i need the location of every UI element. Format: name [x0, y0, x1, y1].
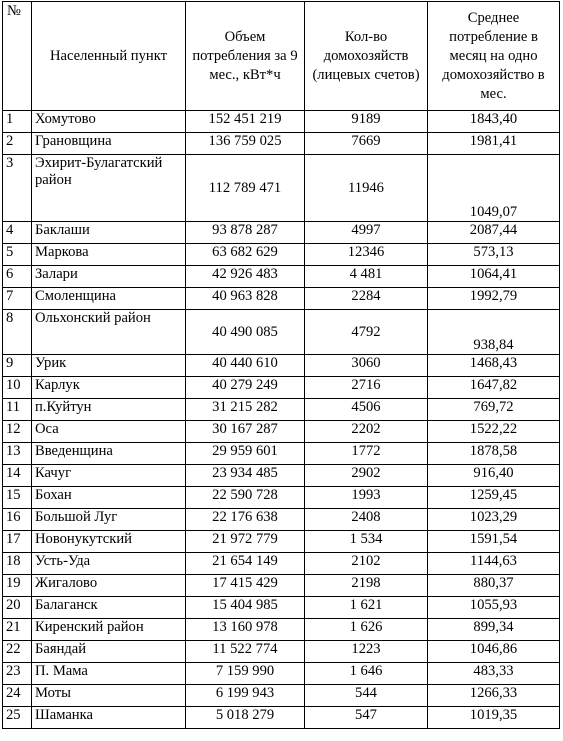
cell-num: 17: [3, 531, 32, 553]
cell-volume: 15 404 985: [186, 597, 305, 619]
cell-average: 1023,29: [428, 509, 560, 531]
cell-average: 2087,44: [428, 222, 560, 244]
cell-average: 769,72: [428, 399, 560, 421]
cell-settlement: Карлук: [32, 377, 186, 399]
table-row: [3, 509, 560, 531]
cell-households: 4506: [305, 399, 428, 421]
table-body: [3, 111, 560, 729]
cell-settlement: Ольхонский район: [32, 310, 186, 355]
cell-settlement: Смоленщина: [32, 288, 186, 310]
cell-average: 1055,93: [428, 597, 560, 619]
cell-volume: 23 934 485: [186, 465, 305, 487]
cell-households: 2198: [305, 575, 428, 597]
cell-settlement: Большой Луг: [32, 509, 186, 531]
cell-households: 1993: [305, 487, 428, 509]
cell-settlement: Новонукутский: [32, 531, 186, 553]
cell-households: 2902: [305, 465, 428, 487]
cell-settlement: Введенщина: [32, 443, 186, 465]
cell-households: 1223: [305, 641, 428, 663]
cell-households: 7669: [305, 133, 428, 155]
cell-num: 16: [3, 509, 32, 531]
cell-settlement: Хомутово: [32, 111, 186, 133]
table-row: [3, 377, 560, 399]
cell-households: 547: [305, 707, 428, 729]
cell-num: 12: [3, 421, 32, 443]
cell-average: 1981,41: [428, 133, 560, 155]
cell-num: 19: [3, 575, 32, 597]
cell-average: 1878,58: [428, 443, 560, 465]
cell-settlement: Киренский район: [32, 619, 186, 641]
cell-average: 573,13: [428, 244, 560, 266]
cell-volume: 136 759 025: [186, 133, 305, 155]
cell-households: 4 481: [305, 266, 428, 288]
cell-volume: 5 018 279: [186, 707, 305, 729]
cell-volume: 63 682 629: [186, 244, 305, 266]
cell-average: 483,33: [428, 663, 560, 685]
cell-num: 8: [3, 310, 32, 355]
cell-settlement: Маркова: [32, 244, 186, 266]
cell-num: 2: [3, 133, 32, 155]
cell-households: 11946: [305, 155, 428, 222]
table-row: [3, 310, 560, 355]
cell-average: 1468,43: [428, 355, 560, 377]
cell-num: 13: [3, 443, 32, 465]
cell-households: 1 621: [305, 597, 428, 619]
cell-volume: 42 926 483: [186, 266, 305, 288]
cell-average: 1046,86: [428, 641, 560, 663]
table-row: [3, 685, 560, 707]
cell-households: 4792: [305, 310, 428, 355]
table-row: [3, 487, 560, 509]
table-row: [3, 421, 560, 443]
table-row: [3, 663, 560, 685]
cell-volume: 7 159 990: [186, 663, 305, 685]
table-row: [3, 575, 560, 597]
cell-num: 11: [3, 399, 32, 421]
cell-num: 21: [3, 619, 32, 641]
cell-households: 12346: [305, 244, 428, 266]
cell-num: 22: [3, 641, 32, 663]
cell-volume: 13 160 978: [186, 619, 305, 641]
cell-households: 1 646: [305, 663, 428, 685]
cell-num: 15: [3, 487, 32, 509]
table-row: [3, 399, 560, 421]
cell-num: 6: [3, 266, 32, 288]
table-row: [3, 641, 560, 663]
header-settlement: Населенный пункт: [32, 2, 186, 111]
cell-volume: 22 176 638: [186, 509, 305, 531]
cell-volume: 30 167 287: [186, 421, 305, 443]
cell-average: 1522,22: [428, 421, 560, 443]
cell-average: 899,34: [428, 619, 560, 641]
cell-volume: 6 199 943: [186, 685, 305, 707]
table-row: [3, 355, 560, 377]
cell-settlement: Грановщина: [32, 133, 186, 155]
header-num: №: [3, 2, 32, 111]
cell-average: 1591,54: [428, 531, 560, 553]
cell-settlement: Бохан: [32, 487, 186, 509]
cell-num: 9: [3, 355, 32, 377]
cell-average: 1019,35: [428, 707, 560, 729]
cell-volume: 112 789 471: [186, 155, 305, 222]
table-row: [3, 111, 560, 133]
cell-average: 1266,33: [428, 685, 560, 707]
cell-households: 4997: [305, 222, 428, 244]
cell-volume: 17 415 429: [186, 575, 305, 597]
table-row: [3, 619, 560, 641]
cell-volume: 152 451 219: [186, 111, 305, 133]
cell-volume: 40 963 828: [186, 288, 305, 310]
cell-average: 916,40: [428, 465, 560, 487]
cell-num: 23: [3, 663, 32, 685]
cell-settlement: Жигалово: [32, 575, 186, 597]
cell-num: 20: [3, 597, 32, 619]
cell-households: 2202: [305, 421, 428, 443]
cell-volume: 21 972 779: [186, 531, 305, 553]
cell-num: 5: [3, 244, 32, 266]
table-header: [3, 2, 560, 111]
cell-settlement: Моты: [32, 685, 186, 707]
cell-settlement: Залари: [32, 266, 186, 288]
cell-settlement: Балаганск: [32, 597, 186, 619]
table-row: [3, 443, 560, 465]
table-row: [3, 553, 560, 575]
table-row: [3, 266, 560, 288]
table-row: [3, 222, 560, 244]
cell-settlement: Урик: [32, 355, 186, 377]
cell-volume: 40 490 085: [186, 310, 305, 355]
cell-num: 18: [3, 553, 32, 575]
cell-households: 1772: [305, 443, 428, 465]
cell-households: 2408: [305, 509, 428, 531]
cell-volume: 31 215 282: [186, 399, 305, 421]
cell-num: 7: [3, 288, 32, 310]
cell-volume: 40 440 610: [186, 355, 305, 377]
table-row: [3, 244, 560, 266]
cell-average: 1144,63: [428, 553, 560, 575]
cell-settlement: Качуг: [32, 465, 186, 487]
cell-num: 10: [3, 377, 32, 399]
cell-num: 25: [3, 707, 32, 729]
cell-settlement: Шаманка: [32, 707, 186, 729]
cell-average: 1647,82: [428, 377, 560, 399]
header-volume: Объем потребления за 9 мес., кВт*ч: [186, 2, 305, 111]
table-row: [3, 155, 560, 222]
cell-households: 544: [305, 685, 428, 707]
consumption-table: [2, 1, 560, 729]
table-row: [3, 597, 560, 619]
cell-settlement: Эхирит-Булагатский район: [32, 155, 186, 222]
cell-num: 3: [3, 155, 32, 222]
header-average: Среднее потребление в месяц на одно домохозяйство в мес.: [428, 2, 560, 111]
cell-num: 1: [3, 111, 32, 133]
cell-households: 1 626: [305, 619, 428, 641]
cell-average: 1259,45: [428, 487, 560, 509]
cell-average: 938,84: [428, 310, 560, 355]
cell-average: 1064,41: [428, 266, 560, 288]
header-row: [3, 2, 560, 111]
cell-volume: 21 654 149: [186, 553, 305, 575]
table-row: [3, 531, 560, 553]
cell-settlement: П. Мама: [32, 663, 186, 685]
cell-settlement: Усть-Уда: [32, 553, 186, 575]
cell-households: 2102: [305, 553, 428, 575]
table-row: [3, 133, 560, 155]
cell-settlement: п.Куйтун: [32, 399, 186, 421]
cell-average: 1992,79: [428, 288, 560, 310]
cell-households: 1 534: [305, 531, 428, 553]
cell-average: 1049,07: [428, 155, 560, 222]
cell-volume: 93 878 287: [186, 222, 305, 244]
header-households: Кол-во домохозяйств (лицевых счетов): [305, 2, 428, 111]
cell-num: 4: [3, 222, 32, 244]
cell-households: 2716: [305, 377, 428, 399]
cell-settlement: Баяндай: [32, 641, 186, 663]
cell-num: 24: [3, 685, 32, 707]
cell-settlement: Баклаши: [32, 222, 186, 244]
cell-volume: 22 590 728: [186, 487, 305, 509]
table-row: [3, 707, 560, 729]
table-row: [3, 288, 560, 310]
cell-average: 1843,40: [428, 111, 560, 133]
cell-settlement: Оса: [32, 421, 186, 443]
cell-households: 3060: [305, 355, 428, 377]
cell-average: 880,37: [428, 575, 560, 597]
cell-volume: 29 959 601: [186, 443, 305, 465]
table-row: [3, 465, 560, 487]
cell-num: 14: [3, 465, 32, 487]
cell-volume: 11 522 774: [186, 641, 305, 663]
cell-households: 9189: [305, 111, 428, 133]
cell-households: 2284: [305, 288, 428, 310]
cell-volume: 40 279 249: [186, 377, 305, 399]
